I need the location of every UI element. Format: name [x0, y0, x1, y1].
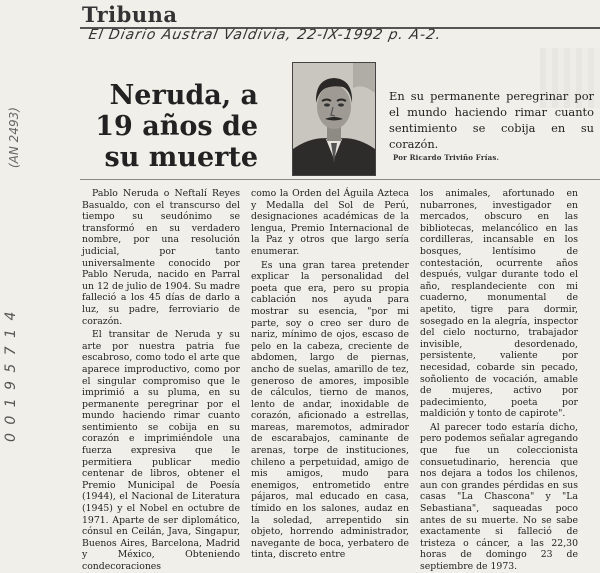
body-rule	[80, 179, 600, 180]
portrait-photo	[292, 62, 376, 176]
portrait-image	[293, 63, 375, 175]
paragraph: Al parecer todo estaría dicho, pero podemos señalar agregando que fue un coleccionista consuetudinario, herencia que nos dejara a todos los chilenos, aun con grandes pérdidas en sus casas "La Chascona" y "La Sebastiana", saqueadas poco antes de su muerte. No se sabe exactamente si falleció de tristeza o cáncer, a las 22,30 horas de domingo 23 de septiembre de 1973.	[420, 421, 578, 572]
section-title: Tribuna	[82, 2, 178, 27]
paragraph: Es una gran tarea pretender explicar la personalidad del poeta que era, pero su propia cablación nos ayuda para mostrar su esencia, "por mi parte, soy o creo ser duro de nariz, mínimo de ojos, escaso de pelo en la cabeza, creciente de abdomen, largo de piernas, ancho de suelas, amarillo de tez, generoso de amores, imposible de cálculos, tierno de manos, lento de andar, inoxidable de corazón, aficionado a estrellas, mareas, maremotos, admirador de escarabajos, caminante de arenas, torpe de instituciones, chileno a perpetuidad, amigo de mis amigos, mudo para enemigos, entrometido entre pájaros, mal educado en casa, tímido en los salones, audaz en la soledad, arrepentido sin objeto, horrendo administrador, navegante de boca, yerbatero de tinta, discreto entre	[251, 259, 409, 561]
handwritten-source-note: El Diario Austral Valdivia, 22-IX-1992 p. A-2.	[87, 27, 443, 43]
paragraph: como la Orden del Águila Azteca y Medalla del Sol de Perú, designaciones académicas de la lengua, Premio Internacional de la Paz y otros que largo sería enumerar.	[251, 188, 409, 257]
margin-archive-id: 0 0 1 9 5 7 1 4	[3, 309, 19, 442]
photo-caption: En su permanente peregrinar por el mundo haciendo rimar cuanto sentimiento se cobija en su corazón.	[389, 89, 594, 151]
article-column-1	[82, 188, 240, 572]
paragraph: El transitar de Neruda y su arte por nuestra patria fue escabroso, como todo el arte que aparece improductivo, como por el singular compromiso que le imprimió a su pluma, en su permanente peregrinar por el mundo haciendo rimar cuanto sentimiento se cobija en su corazón e imprimiéndole una fuerza expresiva que le permitiera publicar medio centenar de libros, obtener el Premio Municipal de Poesía (1944), el Nacional de Literatura (1945) y el Nobel en octubre de 1971. Aparte de ser diplomático, cónsul en Ceilán, Java, Singapur, Buenos Aires, Barcelona, Madrid y México, Obteniendo condecoraciones	[82, 329, 240, 572]
article-column-3	[420, 188, 578, 572]
headline	[78, 80, 258, 173]
paragraph: los animales, afortunado en nubarrones, investigador en mercados, obscuro en las bibliotecas, melancólico en las cordilleras, incansable en los bosques, lentísimo de contestación, ocurrente años después, vulgar durante todo el año, resplandeciente con mi cuaderno, monumental de apetito, tigre para dormir, sosegado en la alegría, inspector del cielo nocturno, trabajador invisible, desordenado, persistente, valiente por necesidad, cobarde sin pecado, soñoliento de vocación, amable de mujeres, activo por padecimiento, poeta por maldición y tonto de capirote".	[420, 188, 578, 420]
headline-line: Neruda, a	[109, 80, 258, 111]
paragraph: Pablo Neruda o Neftalí Reyes Basualdo, con el transcurso del tiempo su seudónimo se transformó en su verdadero nombre, por una resolución judicial, por tanto universalmente conocido por Pablo Neruda, nacido en Parral un 12 de julio de 1904. Su madre falleció a los 45 días de darlo a luz, su padre, ferroviario de corazón.	[82, 188, 240, 327]
byline: Por Ricardo Triviño Frías.	[393, 153, 500, 162]
margin-catalog-code: (AN 2493)	[7, 107, 21, 168]
headline-line: 19 años de	[95, 111, 258, 142]
article-column-2	[251, 188, 409, 561]
headline-line: su muerte	[104, 142, 258, 173]
